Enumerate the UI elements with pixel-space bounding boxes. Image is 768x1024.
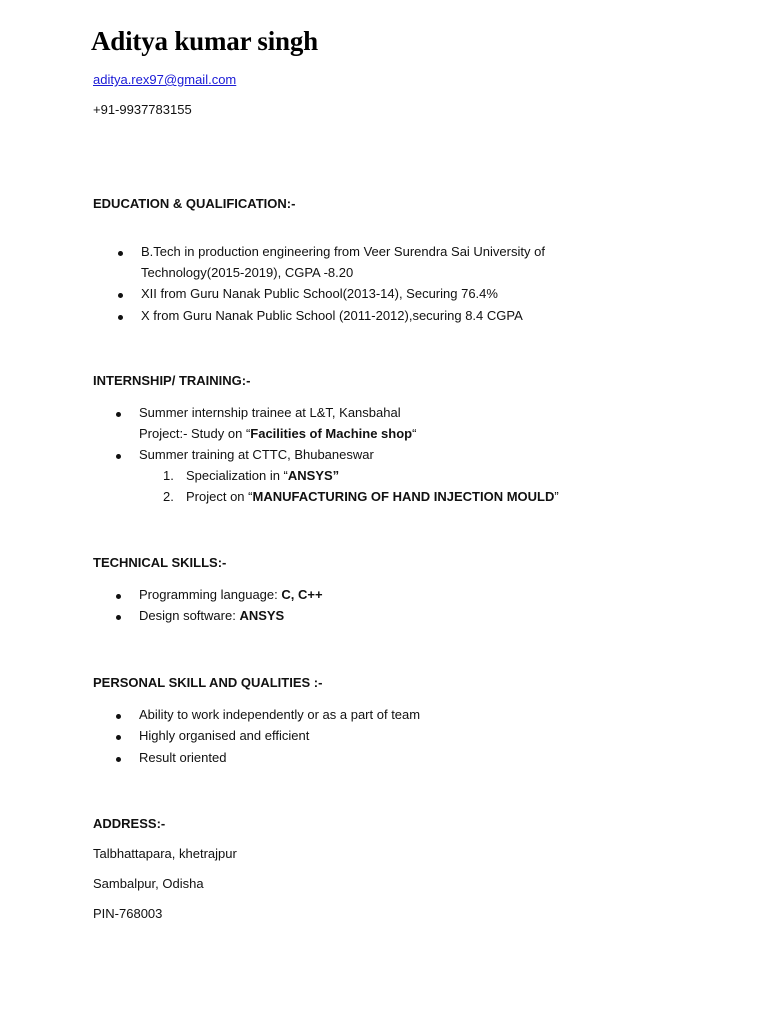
education-item-btech-cont: Technology(2015-2019), CGPA -8.20 [141,265,354,280]
skill-programming: Programming language: C, C++ [139,587,323,602]
address-heading: ADDRESS:- [93,816,166,831]
personal-skills-heading: PERSONAL SKILL AND QUALITIES :- [93,675,323,690]
bullet-icon [116,615,121,620]
technical-skills-heading: TECHNICAL SKILLS:- [93,555,227,570]
address-line-2: Sambalpur, Odisha [93,876,204,891]
personal-skill-item: Result oriented [139,750,227,765]
internship-sub-mould: Project on “MANUFACTURING OF HAND INJECTION MOULD” [186,489,559,504]
internship-sub-number: 1. [163,468,174,483]
email-link[interactable]: aditya.rex97@gmail.com [93,72,237,87]
bullet-icon [118,293,123,298]
bullet-icon [118,315,123,320]
bullet-icon [116,412,121,417]
bullet-icon [116,594,121,599]
bullet-icon [118,251,123,256]
education-heading: EDUCATION & QUALIFICATION:- [93,196,296,211]
personal-skill-item: Highly organised and efficient [139,728,310,743]
education-item-x: X from Guru Nanak Public School (2011-2012),securing 8.4 CGPA [141,308,523,323]
address-pin: PIN-768003 [93,906,163,921]
personal-skill-item: Ability to work independently or as a part of team [139,707,421,722]
bullet-icon [116,735,121,740]
internship-project: Project:- Study on “Facilities of Machine shop“ [139,426,417,441]
candidate-name: Aditya kumar singh [91,26,318,56]
internship-sub-number: 2. [163,489,174,504]
skill-design-software: Design software: ANSYS [139,608,285,623]
internship-item-cttc: Summer training at CTTC, Bhubaneswar [139,447,374,462]
education-item-btech: B.Tech in production engineering from Veer Surendra Sai University of [141,244,545,259]
bullet-icon [116,454,121,459]
address-line-1: Talbhattapara, khetrajpur [93,846,237,861]
bullet-icon [116,757,121,762]
phone-number: +91-9937783155 [93,102,192,117]
internship-sub-ansys: Specialization in “ANSYS” [186,468,340,483]
bullet-icon [116,714,121,719]
education-item-xii: XII from Guru Nanak Public School(2013-14), Securing 76.4% [141,286,498,301]
internship-heading: INTERNSHIP/ TRAINING:- [93,373,251,388]
internship-item-lt: Summer internship trainee at L&T, Kansbahal [139,405,401,420]
